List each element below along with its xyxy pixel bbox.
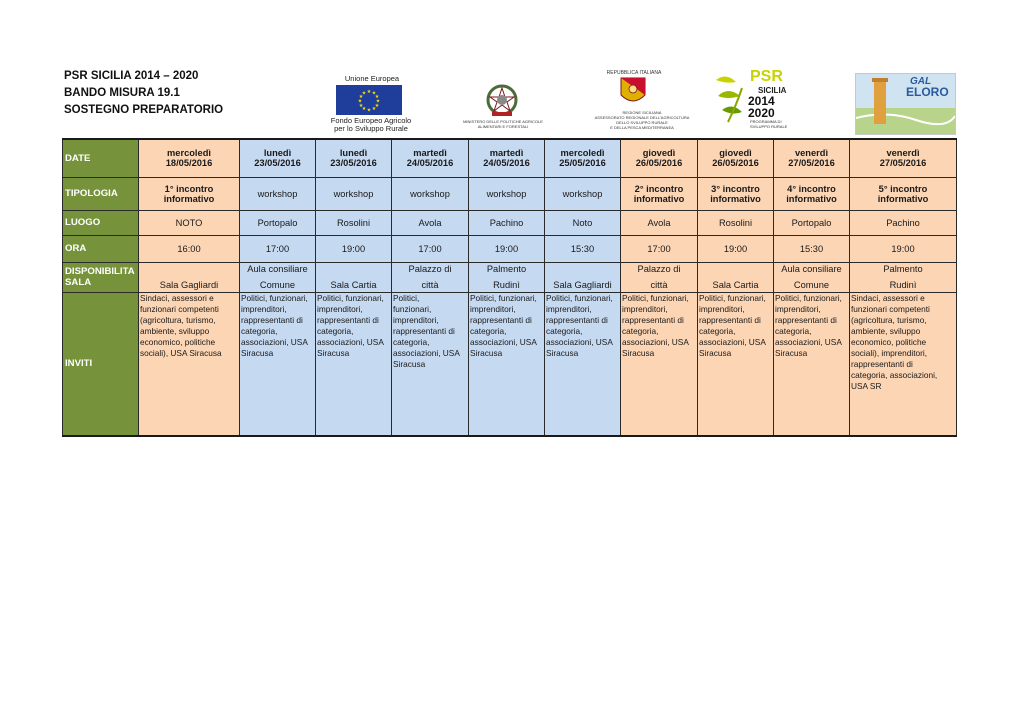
cell-ora: 19:00: [850, 235, 957, 262]
inviti-line: Politici, funzionari,: [699, 292, 766, 303]
trinacria-shield-icon: [620, 77, 646, 112]
inviti-line: imprenditori,: [241, 303, 287, 314]
day-name: giovedì: [642, 148, 676, 159]
inviti-line: imprenditori,: [470, 303, 516, 314]
sala-line: Comune: [793, 280, 830, 290]
label-luogo: LUOGO: [63, 210, 139, 235]
day-name: venerdì: [794, 148, 829, 159]
region-caption-line-1: REGIONE SICILIANA: [622, 110, 662, 115]
inviti-line: rappresentanti di: [775, 314, 837, 325]
row-inviti: [63, 292, 957, 436]
day-name: lunedì: [263, 148, 292, 159]
cell-ora: 15:30: [774, 235, 850, 262]
cell-luogo: Portopalo: [774, 210, 850, 235]
inviti-line: Politici, funzionari,: [470, 292, 537, 303]
cell-date: [316, 139, 392, 177]
cell-luogo: Rosolini: [698, 210, 774, 235]
day-name: mercoledì: [167, 148, 211, 159]
sala-line: Rudinì: [493, 280, 520, 290]
eu-label: Unione Europea: [344, 74, 400, 83]
tipo-line: 5° incontro: [878, 183, 928, 194]
region-caption-line-2: ASSESSORATO REGIONALE DELL'AGRICOLTURA: [594, 115, 690, 120]
tipo-line: informativo: [710, 193, 761, 204]
cell-ora: 19:00: [698, 235, 774, 262]
day-name: martedì: [489, 148, 524, 159]
psr-year-start: 2014: [748, 94, 775, 108]
cell-date: [392, 139, 469, 177]
date-value: 26/05/2016: [712, 158, 759, 169]
inviti-line: Siracusa: [622, 347, 655, 358]
cell-inviti: [469, 292, 545, 436]
sala-line: città: [650, 280, 668, 290]
inviti-line: associazioni, USA: [775, 336, 842, 347]
inviti-line: categoria, associazioni,: [851, 369, 938, 380]
cell-tipologia: workshop: [392, 177, 469, 210]
svg-text:★: ★: [366, 107, 372, 114]
sala-line: Palazzo di: [637, 264, 681, 274]
label-date: DATE: [63, 139, 139, 177]
cell-sala: [850, 262, 957, 292]
cell-tipologia: [774, 177, 850, 210]
sala-line: Comune: [259, 280, 296, 290]
cell-sala: [469, 262, 545, 292]
label-ora: ORA: [63, 235, 139, 262]
svg-text:★: ★: [375, 98, 381, 105]
label-line: SALA: [65, 277, 92, 288]
schedule-table: [62, 138, 957, 437]
cell-inviti: [392, 292, 469, 436]
inviti-line: associazioni, USA: [317, 336, 384, 347]
inviti-line: associazioni, USA: [546, 336, 613, 347]
cell-inviti: [774, 292, 850, 436]
cell-sala: [240, 262, 316, 292]
inviti-line: funzionari competenti: [851, 303, 930, 314]
inviti-line: categoria,: [699, 325, 736, 336]
inviti-line: Siracusa: [317, 347, 350, 358]
cell-date: [469, 139, 545, 177]
inviti-line: rappresentanti di: [699, 314, 761, 325]
cell-tipologia: [139, 177, 240, 210]
eu-stars-icon: [336, 85, 402, 115]
cell-sala: [621, 262, 698, 292]
date-value: 26/05/2016: [635, 158, 683, 169]
ministry-caption: [458, 119, 548, 129]
date-value: 23/05/2016: [254, 158, 301, 169]
svg-text:★: ★: [371, 106, 377, 112]
cell-tipologia: workshop: [240, 177, 316, 210]
eu-caption: [322, 117, 420, 133]
inviti-line: Politici, funzionari,: [546, 292, 613, 303]
region-caption-line-3: DELLO SVILUPPO RURALE: [616, 120, 668, 125]
inviti-line: funzionari competenti: [140, 303, 219, 314]
date-value: 23/05/2016: [330, 158, 377, 169]
inviti-line: rappresentanti di: [546, 314, 608, 325]
title-line-2: BANDO MISURA 19.1: [64, 87, 180, 99]
inviti-line: Politici, funzionari,: [622, 292, 689, 303]
inviti-line: categoria,: [470, 325, 507, 336]
label-tipologia: TIPOLOGIA: [63, 177, 139, 210]
inviti-line: Sindaci, assessori e: [140, 292, 214, 303]
cell-inviti: [698, 292, 774, 436]
inviti-line: categoria,: [622, 325, 659, 336]
label-inviti: INVITI: [63, 292, 139, 436]
region-caption-line-4: E DELLA PESCA MEDITERRANEA: [610, 125, 674, 130]
date-value: 18/05/2016: [165, 158, 213, 169]
tipo-line: informativo: [877, 193, 929, 204]
inviti-line: imprenditori,: [546, 303, 592, 314]
label-disponibilita: [63, 262, 139, 292]
inviti-line: rappresentanti di: [241, 314, 303, 325]
cell-inviti: [850, 292, 957, 436]
inviti-line: imprenditori,: [622, 303, 668, 314]
sala-line: Sala Cartia: [330, 280, 377, 290]
inviti-line: rappresentanti di: [622, 314, 684, 325]
date-value: 24/05/2016: [483, 158, 530, 169]
gal-tower-icon: [856, 74, 955, 134]
psr-sviluppo: SVILUPPO RURALE: [750, 124, 788, 129]
sala-line: Aula consiliare: [781, 264, 842, 274]
cell-luogo: NOTO: [139, 210, 240, 235]
psr-year-end: 2020: [748, 106, 775, 120]
sala-line: Aula consiliare: [247, 264, 308, 274]
inviti-line: associazioni, USA: [699, 336, 766, 347]
eu-flag-logo: [336, 85, 402, 115]
tipo-line: 1° incontro: [164, 183, 214, 194]
sala-line: città: [421, 280, 439, 290]
eu-caption-line-1: Fondo Europeo Agricolo: [330, 116, 412, 125]
inviti-line: sociali), imprenditori,: [851, 347, 928, 358]
row-ora: [63, 235, 957, 262]
row-tipologia: [63, 177, 957, 210]
cell-date: [850, 139, 957, 177]
inviti-line: USA SR: [851, 380, 882, 391]
sala-line: Palmento: [486, 264, 527, 274]
ministry-caption-line-2: ALIMENTARI E FORESTALI: [477, 124, 529, 129]
inviti-line: rappresentanti di: [851, 358, 913, 369]
cell-date: [240, 139, 316, 177]
sala-line: Rudinì: [889, 280, 917, 290]
svg-text:★: ★: [361, 90, 367, 97]
cell-date: [139, 139, 240, 177]
tipo-line: 3° incontro: [711, 183, 760, 194]
inviti-line: sociali), USA Siracusa: [140, 347, 222, 358]
cell-tipologia: [850, 177, 957, 210]
cell-luogo: Portopalo: [240, 210, 316, 235]
svg-text:★: ★: [374, 94, 380, 100]
day-name: giovedì: [719, 148, 752, 159]
date-value: 25/05/2016: [559, 158, 606, 169]
inviti-line: associazioni, USA: [470, 336, 537, 347]
cell-luogo: Noto: [545, 210, 621, 235]
row-date: [63, 139, 957, 177]
row-disponibilita: [63, 262, 957, 292]
inviti-line: funzionari,: [393, 303, 432, 314]
inviti-line: ambiente, sviluppo: [851, 325, 921, 336]
cell-tipologia: workshop: [316, 177, 392, 210]
inviti-line: associazioni, USA: [393, 347, 460, 358]
date-value: 27/05/2016: [879, 158, 927, 169]
tipo-line: informativo: [163, 193, 215, 204]
document-title: [64, 68, 223, 119]
cell-inviti: [621, 292, 698, 436]
gal-eloro-logo: [855, 73, 956, 135]
cell-luogo: Pachino: [850, 210, 957, 235]
cell-date: [774, 139, 850, 177]
svg-text:★: ★: [371, 90, 377, 97]
inviti-line: Politici,: [393, 292, 420, 303]
inviti-line: Politici, funzionari,: [241, 292, 308, 303]
cell-date: [545, 139, 621, 177]
cell-sala: [698, 262, 774, 292]
inviti-line: associazioni, USA: [241, 336, 308, 347]
cell-sala: [774, 262, 850, 292]
title-line-1: PSR SICILIA 2014 – 2020: [64, 70, 199, 82]
cell-luogo: Avola: [392, 210, 469, 235]
psr-sicilia-text: SICILIA: [758, 86, 787, 95]
cell-ora: 19:00: [469, 235, 545, 262]
inviti-line: categoria,: [546, 325, 583, 336]
inviti-line: economico, politiche: [851, 336, 927, 347]
date-value: 24/05/2016: [406, 158, 454, 169]
svg-text:★: ★: [374, 103, 380, 109]
cell-ora: 17:00: [392, 235, 469, 262]
tipo-line: 4° incontro: [787, 183, 836, 194]
sala-line: Sala Gagliardi: [159, 280, 219, 290]
psr-programma: PROGRAMMA DI: [750, 119, 782, 124]
cell-inviti: [240, 292, 316, 436]
day-name: martedì: [413, 148, 447, 159]
ministry-caption-line-1: MINISTERO DELLE POLITICHE AGRICOLE: [463, 119, 543, 124]
psr-text: PSR: [750, 68, 783, 85]
cell-inviti: [139, 292, 240, 436]
inviti-line: Siracusa: [699, 347, 732, 358]
inviti-line: (agricoltura, turismo,: [851, 314, 927, 325]
inviti-line: categoria,: [393, 336, 430, 347]
region-top-label: REPUBBLICA ITALIANA: [606, 70, 662, 76]
inviti-line: economico, politiche: [140, 336, 216, 347]
inviti-line: categoria,: [775, 325, 812, 336]
day-name: lunedì: [339, 148, 368, 159]
inviti-line: Siracusa: [241, 347, 274, 358]
svg-text:★: ★: [357, 98, 363, 105]
cell-sala: [545, 262, 621, 292]
cell-sala: [139, 262, 240, 292]
inviti-line: Politici, funzionari,: [317, 292, 384, 303]
cell-inviti: [316, 292, 392, 436]
svg-text:★: ★: [366, 89, 372, 95]
svg-text:★: ★: [361, 106, 367, 112]
cell-luogo: Avola: [621, 210, 698, 235]
title-line-3: SOSTEGNO PREPARATORIO: [64, 104, 224, 116]
svg-text:★: ★: [358, 103, 364, 109]
cell-date: [698, 139, 774, 177]
region-caption: [576, 110, 708, 130]
eloro-text: ELORO: [906, 85, 949, 99]
inviti-line: Siracusa: [470, 347, 503, 358]
inviti-line: Sindaci, assessori e: [851, 292, 925, 303]
inviti-line: rappresentanti di: [317, 314, 379, 325]
inviti-line: (agricoltura, turismo,: [140, 314, 216, 325]
inviti-line: associazioni, USA: [622, 336, 689, 347]
tipo-line: 2° incontro: [634, 183, 684, 194]
day-name: mercoledì: [560, 148, 605, 159]
cell-ora: 19:00: [316, 235, 392, 262]
sala-line: Sala Gagliardi: [553, 280, 612, 290]
cell-ora: 16:00: [139, 235, 240, 262]
cell-tipologia: [621, 177, 698, 210]
inviti-line: Politici, funzionari,: [775, 292, 842, 303]
row-luogo: [63, 210, 957, 235]
cell-inviti: [545, 292, 621, 436]
tipo-line: informativo: [633, 193, 685, 204]
psr-sicilia-logo: [712, 66, 792, 132]
label-line: DISPONIBILITA: [65, 266, 135, 277]
inviti-line: categoria,: [241, 325, 278, 336]
inviti-line: Siracusa: [775, 347, 808, 358]
sala-line: Sala Cartia: [712, 280, 759, 290]
gal-text: GAL: [910, 76, 932, 87]
svg-text:★: ★: [358, 94, 364, 100]
inviti-line: rappresentanti di: [393, 325, 455, 336]
cell-tipologia: workshop: [469, 177, 545, 210]
inviti-line: ambiente, sviluppo: [140, 325, 210, 336]
date-value: 27/05/2016: [788, 158, 835, 169]
inviti-line: Siracusa: [393, 358, 426, 369]
cell-date: [621, 139, 698, 177]
inviti-line: categoria,: [317, 325, 354, 336]
inviti-line: imprenditori,: [775, 303, 821, 314]
cell-ora: 17:00: [240, 235, 316, 262]
tipo-line: informativo: [786, 193, 837, 204]
cell-tipologia: workshop: [545, 177, 621, 210]
cell-luogo: Rosolini: [316, 210, 392, 235]
cell-luogo: Pachino: [469, 210, 545, 235]
sala-line: Palazzo di: [408, 264, 452, 274]
cell-sala: [316, 262, 392, 292]
cell-tipologia: [698, 177, 774, 210]
eu-caption-line-2: per lo Sviluppo Rurale: [334, 124, 408, 133]
cell-ora: 17:00: [621, 235, 698, 262]
sala-line: Palmento: [883, 264, 923, 274]
inviti-line: imprenditori,: [393, 314, 439, 325]
cell-ora: 15:30: [545, 235, 621, 262]
inviti-line: imprenditori,: [317, 303, 363, 314]
inviti-line: Siracusa: [546, 347, 579, 358]
day-name: venerdì: [886, 148, 920, 159]
cell-sala: [392, 262, 469, 292]
inviti-line: rappresentanti di: [470, 314, 532, 325]
inviti-line: imprenditori,: [699, 303, 745, 314]
